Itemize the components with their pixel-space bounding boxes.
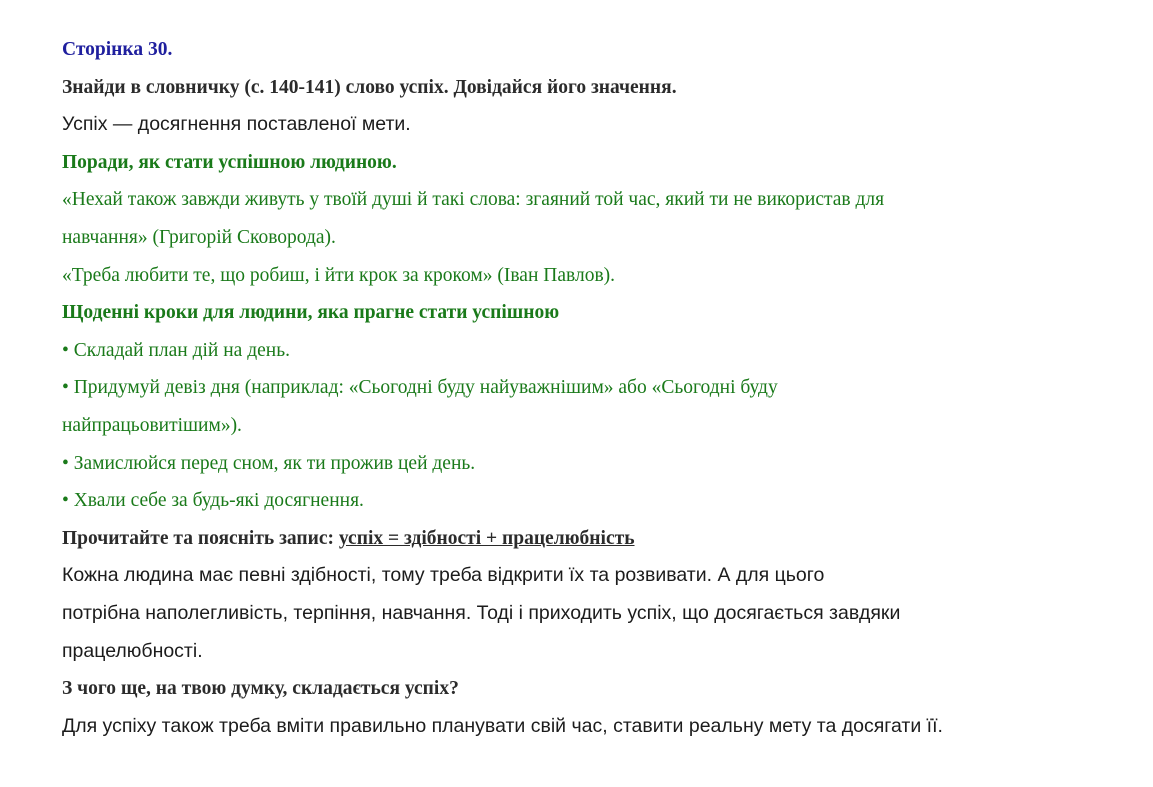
explanation-line-1: Кожна людина має певні здібності, тому треба відкрити їх та розвивати. А для цього xyxy=(62,564,825,587)
formula-task xyxy=(62,520,1133,558)
explanation-line-3: працелюбності. xyxy=(62,639,203,662)
task-find-word: Знайди в словничку (с. 140-141) слово успіх. Довідайся його значення. xyxy=(62,76,677,98)
definition-text: Успіх — досягнення поставленої мети. xyxy=(62,113,411,136)
explanation-line-2: потрібна наполегливість, терпіння, навчання. Тоді і приходить успіх, що досягається завдяки xyxy=(62,601,901,624)
step-motto-line-2: найпрацьовитішим»). xyxy=(62,414,242,436)
question-text: З чого ще, на твою думку, складається успіх? xyxy=(62,678,459,700)
formula-task-prefix: Прочитайте та поясніть запис: xyxy=(62,527,339,549)
step-plan: • Складай план дій на день. xyxy=(62,339,290,361)
formula-text: успіх = здібності + працелюбність xyxy=(338,527,635,549)
step-reflect: • Замислюйся перед сном, як ти прожив цей день. xyxy=(62,452,476,474)
answer-text: Для успіху також треба вміти правильно планувати свій час, ставити реальну мету та досягати її. xyxy=(62,714,943,737)
quote-skovoroda-line-2: навчання» (Григорій Сковорода). xyxy=(62,226,336,248)
quote-pavlov: «Треба любити те, що робиш, і йти крок за кроком» (Іван Павлов). xyxy=(62,264,616,286)
step-motto-line-1: • Придумуй девіз дня (наприклад: «Сьогодні буду найуважнішим» або «Сьогодні буду xyxy=(62,377,778,399)
step-praise: • Хвали себе за будь-які досягнення. xyxy=(62,490,364,512)
advice-heading: Поради, як стати успішною людиною. xyxy=(62,151,397,173)
steps-heading: Щоденні кроки для людини, яка прагне стати успішною xyxy=(62,302,560,324)
quote-skovoroda-line-1: «Нехай також завжди живуть у твоїй душі й такі слова: згаяний той час, який ти не використав для xyxy=(62,189,885,211)
page-title: Сторінка 30. xyxy=(62,39,173,60)
document-page xyxy=(62,31,1133,745)
